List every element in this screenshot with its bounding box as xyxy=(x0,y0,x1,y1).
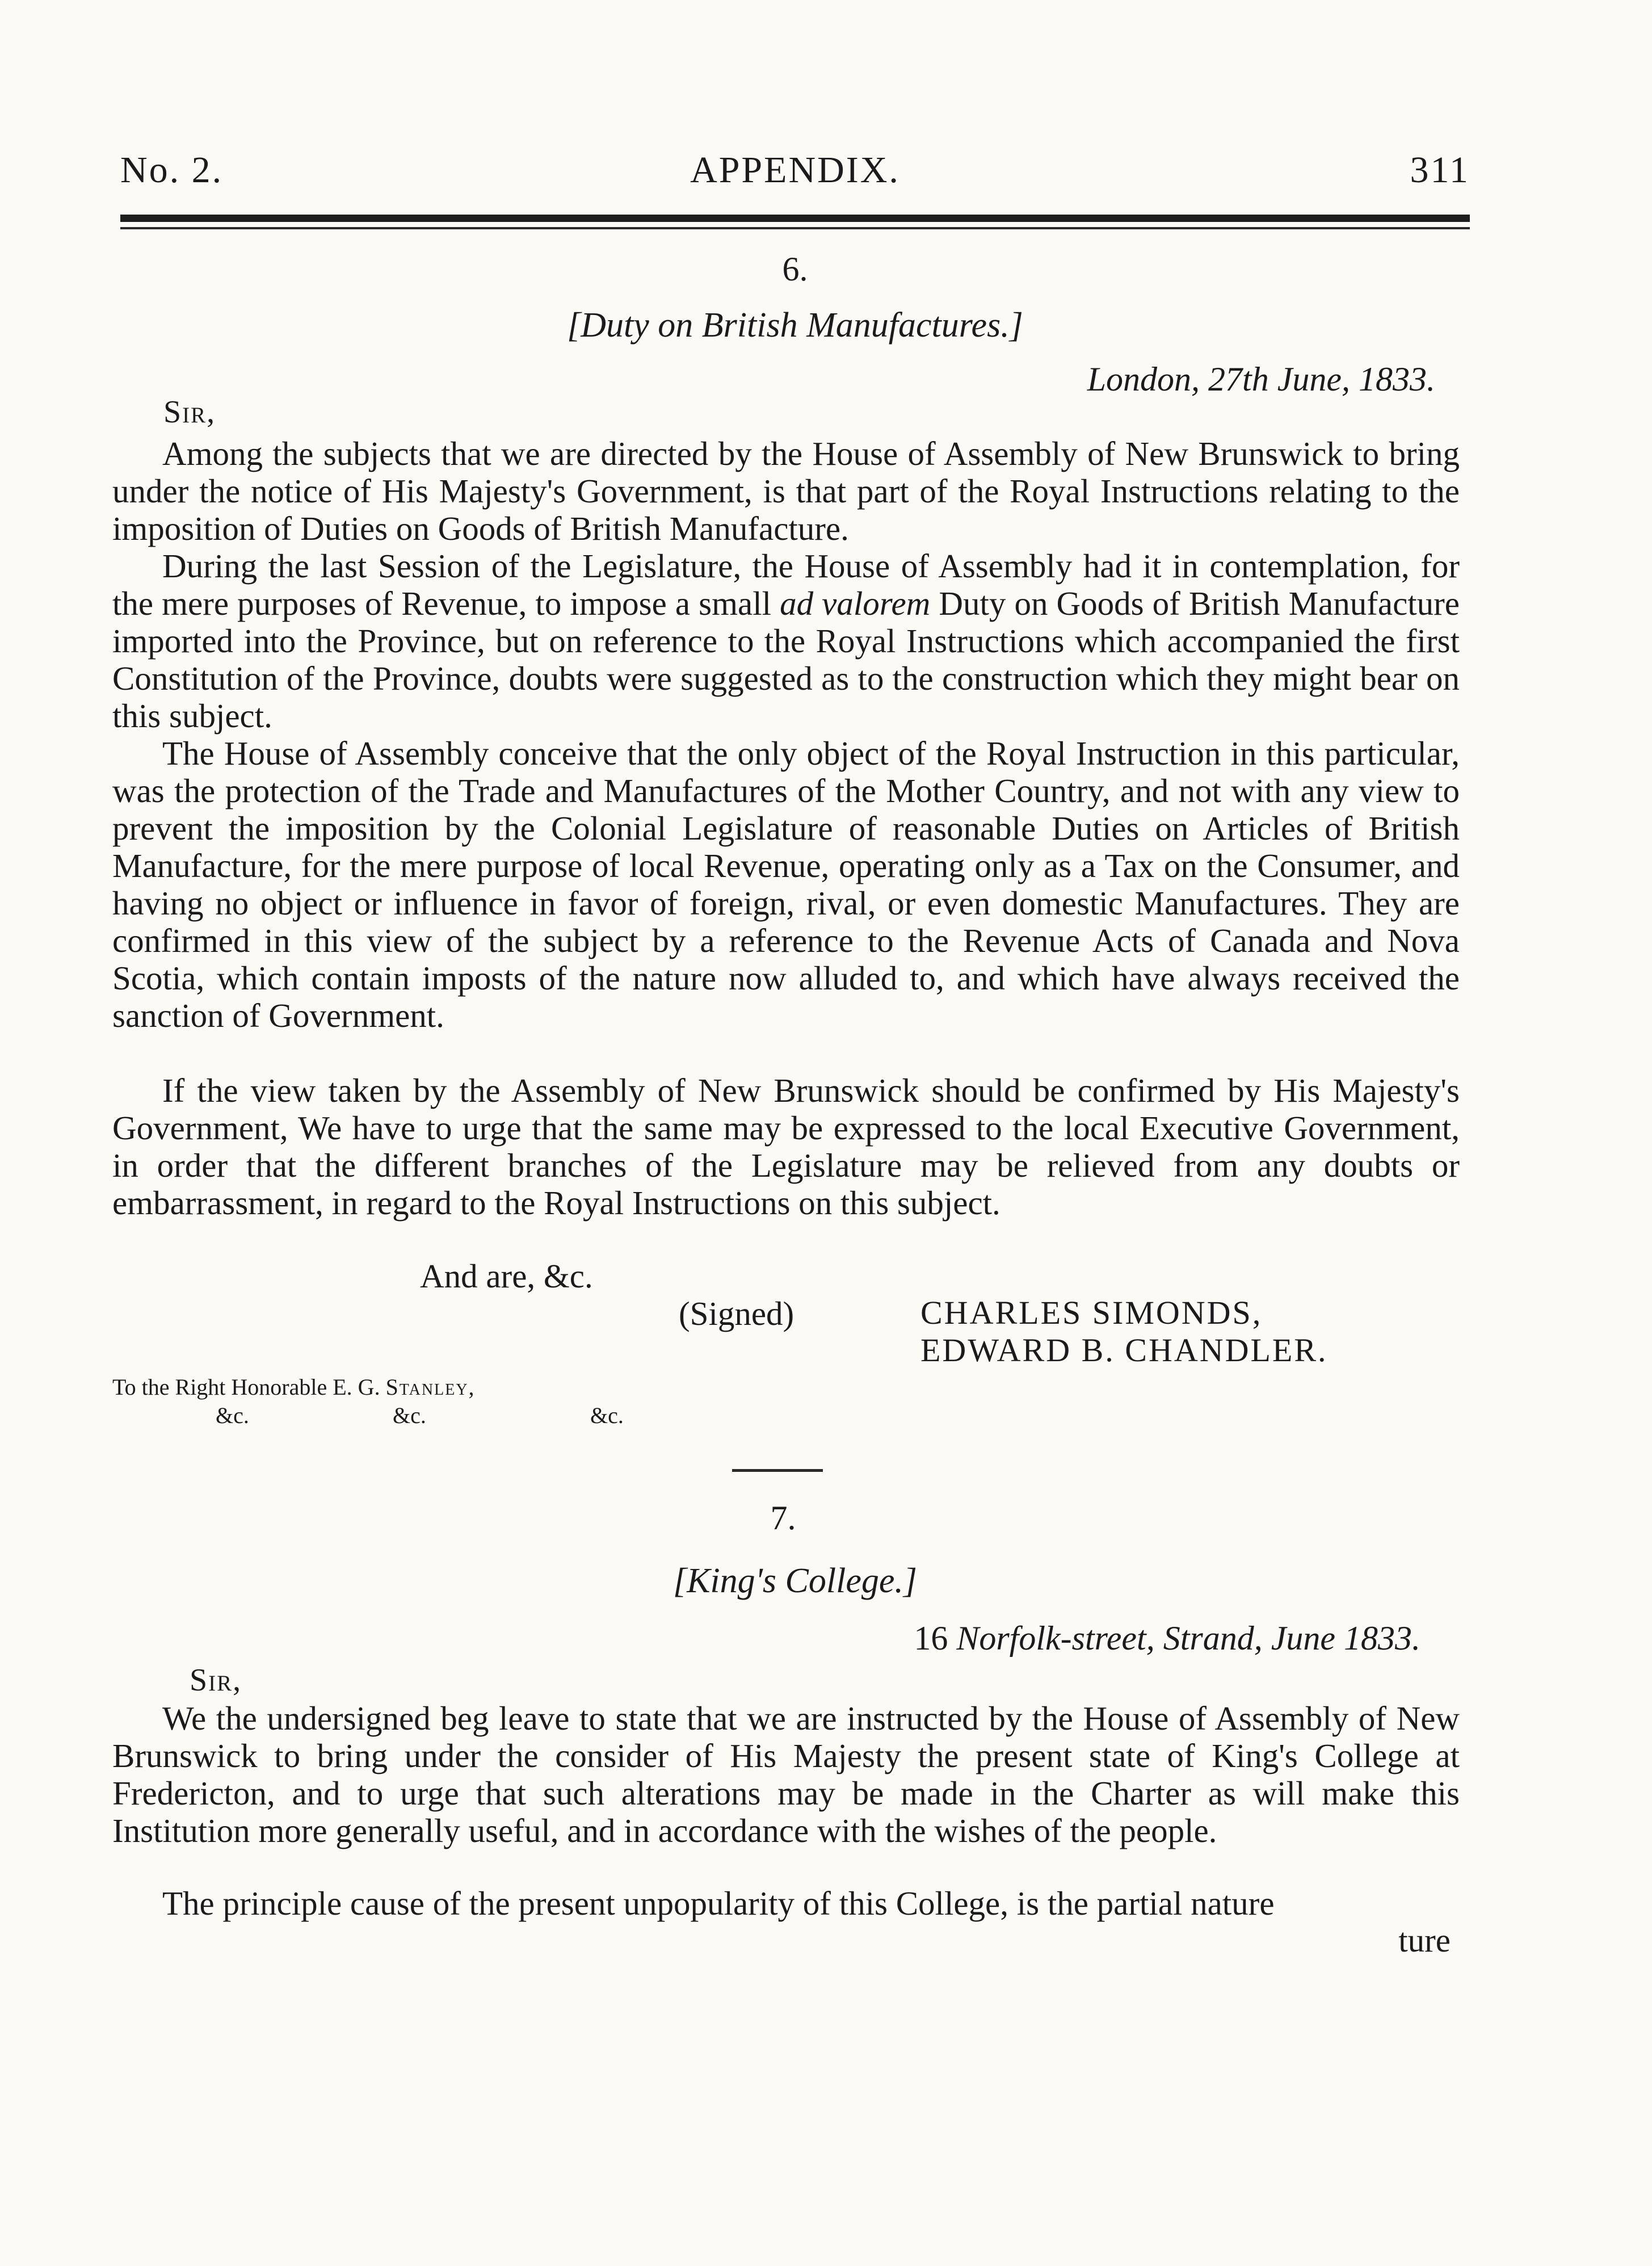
addressee-etc: &c. xyxy=(393,1403,426,1428)
page-number: 311 xyxy=(1410,149,1470,191)
addressee: To the Right Honorable E. G. Stanley, xyxy=(112,1374,476,1400)
signed-label: (Signed) xyxy=(679,1295,795,1332)
signature-block xyxy=(920,1294,1328,1369)
letter-number: 6. xyxy=(782,250,808,288)
addressee-etc: &c. xyxy=(590,1403,624,1428)
running-header xyxy=(120,149,1470,200)
section-divider xyxy=(732,1469,823,1472)
addressee-etc: &c. xyxy=(216,1403,249,1428)
salutation: Sir, xyxy=(163,395,216,430)
paragraph: Among the subjects that we are directed by the House of Assembly of New Brunswick to bring under the notice of His Majesty's Government, is that part of the Royal Instructions relating to the imposition of Duties on Goods of British Manufacture. xyxy=(112,435,1460,547)
letter-subject: [King's College.] xyxy=(672,1562,918,1600)
paragraph: We the undersigned beg leave to state that we are instructed by the House of Assembly of New Brunswick to bring under the consider of His Majesty the present state of King's College at Fredericton, and to urge that such alterations may be made in the Charter as will make this Institution more generally useful, and in accordance with the wishes of the people. xyxy=(112,1700,1460,1849)
salutation: Sir, xyxy=(190,1663,242,1698)
addressee-name: Stanley, xyxy=(385,1374,476,1400)
letter-number: 7. xyxy=(770,1499,796,1537)
header-title: APPENDIX. xyxy=(690,149,900,191)
paragraph: During the last Session of the Legislature, the House of Assembly had it in contemplation, for the mere purposes of Revenue, to impose a small ad valorem Duty on Goods of British Manufacture imported into the Province, but on reference to the Royal Instructions which accompanied the first Constitution of the Province, doubts were suggested as to the construction which they might bear on this subject. xyxy=(112,547,1460,735)
paragraph: The principle cause of the present unpopularity of this College, is the partial nature xyxy=(162,1885,1275,1922)
signatory: CHARLES SIMONDS, xyxy=(920,1294,1263,1331)
letter-subject: [Duty on British Manufactures.] xyxy=(567,306,1023,345)
catchword: ture xyxy=(1398,1921,1451,1959)
signatory: EDWARD B. CHANDLER. xyxy=(920,1332,1328,1369)
header-rule-thick xyxy=(120,215,1470,222)
closing: And are, &c. xyxy=(420,1257,593,1295)
header-rule-thin xyxy=(120,227,1470,229)
paragraph: If the view taken by the Assembly of New Brunswick should be confirmed by His Majesty's Government, We have to urge that the same may be expressed to the local Executive Government, in order that the different branches of the Legislature may be relieved from any doubts or embarrassment, in regard to the Royal Instructions on this subject. xyxy=(112,1072,1460,1222)
paragraph: The House of Assembly conceive that the only object of the Royal Instruction in this particular, was the protection of the Trade and Manufactures of the Mother Country, and not with any view to prevent the imposition by the Colonial Legislature of reasonable Duties on Articles of British Manufacture, for the mere purpose of local Revenue, operating only as a Tax on the Consumer, and having no object or influence in favor of foreign, rival, or even domestic Manufactures. They are confirmed in this view of the subject by a reference to the Revenue Acts of Canada and Nova Scotia, which contain imposts of the nature now alluded to, and which have always received the sanction of Government. xyxy=(112,735,1460,1034)
letter-place-date: 16 Norfolk-street, Strand, June 1833. xyxy=(914,1619,1420,1657)
header-number: No. 2. xyxy=(120,149,224,191)
italic-phrase: ad valorem xyxy=(780,585,931,622)
letter-place-date: London, 27th June, 1833. xyxy=(1087,360,1435,398)
